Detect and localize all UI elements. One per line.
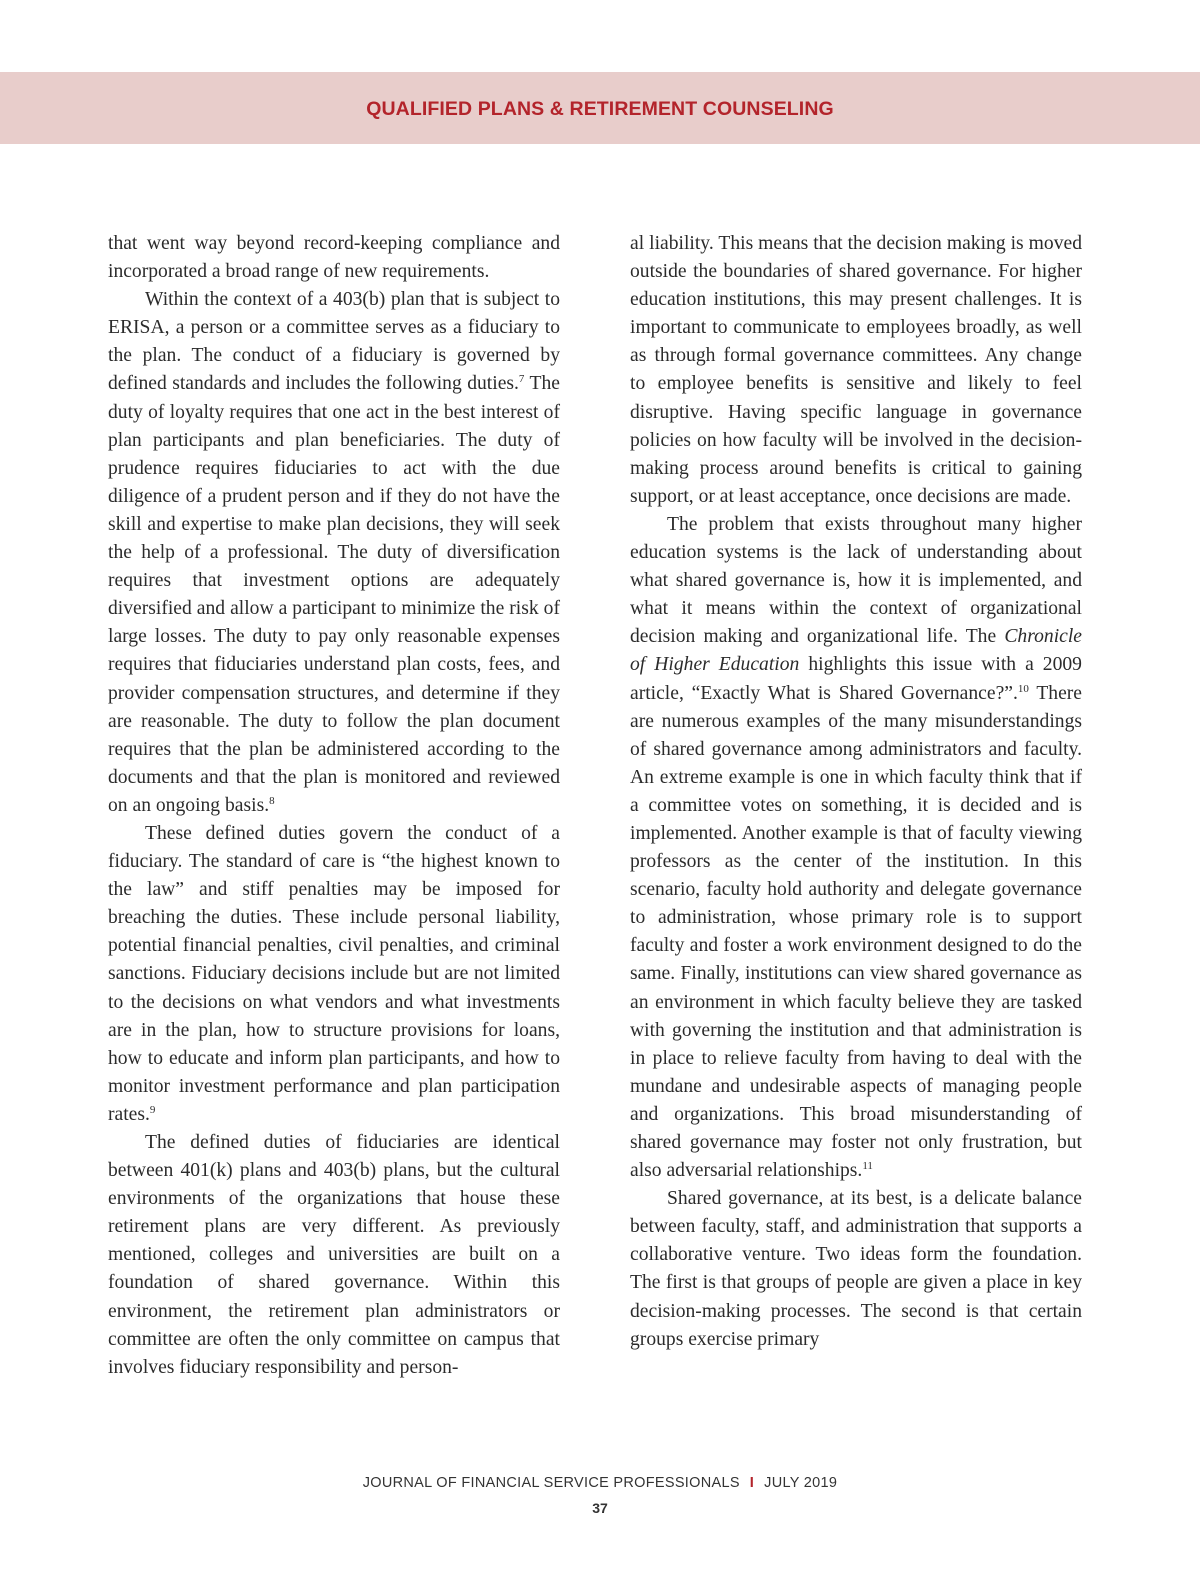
section-header-band: [0, 72, 1200, 144]
journal-name: JOURNAL OF FINANCIAL SERVICE PROFESSIONALS: [362, 1475, 740, 1491]
paragraph-text: The duty of loyalty requires that one act in the best interest of plan participants and plan beneficiaries. The duty of prudence requires fiduciaries to act with the due diligence of a prudent person and if they do not have the skill and expertise to make plan decisions, they will seek the help of a professional. The duty of diversification requires that investment options are adequately diversified and allow a participant to minimize the risk of large losses. The duty to pay only reasonable expenses requires that fiduciaries understand plan costs, fees, and provider compensation structures, and determine if they are reasonable. The duty to follow the plan document requires that the plan be administered according to the documents and that the plan is monitored and reviewed on an ongoing basis.: [108, 373, 560, 816]
footnote-marker: 9: [149, 1103, 156, 1116]
paragraph-text: al liability. This means that the decision making is moved outside the boundaries of shared governance. For higher education institutions, this may present challenges. It is important to communicate to employees broadly, as well as through formal governance committees. Any change to employee benefits is sensitive and likely to feel disruptive. Having specific language in governance policies on how faculty will be involved in the decision-making process around benefits is critical to gaining support, or at least acceptance, once decisions are made.: [630, 233, 1082, 507]
paragraph-text: Shared governance, at its best, is a delicate balance between faculty, staff, and administration that supports a collaborative venture. Two ideas form the foundation. The first is that groups of people are given a place in key decision-making processes. The second is that certain groups exercise primary: [630, 1188, 1082, 1350]
footer-separator: I: [749, 1475, 755, 1491]
journal-footer: [0, 1475, 1200, 1491]
section-title: QUALIFIED PLANS & RETIREMENT COUNSELING: [366, 97, 834, 120]
paragraph-text: that went way beyond record-keeping compliance and incorporated a broad range of new requirements.: [108, 233, 560, 283]
paragraph: [108, 286, 560, 820]
footnote-marker: 11: [862, 1160, 873, 1173]
footnote-marker: 7: [518, 373, 525, 386]
paragraph-text: Within the context of a 403(b) plan that is subject to ERISA, a person or a committee serves as a fiduciary to the plan. The conduct of a fiduciary is governed by defined standards and includes the following duties.: [108, 289, 560, 395]
footnote-marker: 8: [269, 794, 275, 807]
paragraph-text: The problem that exists throughout many higher education systems is the lack of understanding about what shared governance is, how it is implemented, and what it means within the context of organizational decision making and organizational life. The: [630, 513, 1082, 648]
paragraph-text: The defined duties of fiduciaries are identical between 401(k) plans and 403(b) plans, but the cultural environments of the organizations that house these retirement plans are very different. As previously mentioned, colleges and universities are built on a foundation of shared governance. Within this environment, the retirement plan administrators or committee are often the only committee on campus that involves fiduciary responsibility and person-: [108, 1132, 560, 1378]
page-number: 37: [592, 1500, 608, 1516]
left-column: [108, 230, 560, 1382]
paragraph: [108, 1129, 560, 1382]
issue-date: JULY 2019: [764, 1475, 838, 1491]
paragraph: [630, 1185, 1082, 1354]
right-column: [630, 230, 1082, 1354]
paragraph: [108, 230, 560, 286]
footnote-marker: 10: [1017, 682, 1029, 695]
paragraph: [108, 820, 560, 1129]
publication-title: Chronicle of Higher Education: [630, 626, 1082, 676]
paragraph-text: These defined duties govern the conduct of a fiduciary. The standard of care is “the highest known to the law” and stiff penalties may be imposed for breaching the duties. These include personal liability, potential financial penalties, civil penalties, and criminal sanctions. Fiduciary decisions include but are not limited to the decisions on what vendors and what investments are in the plan, how to structure provisions for loans, how to educate and inform plan participants, and how to monitor investment performance and plan participation rates.: [108, 822, 560, 1125]
paragraph: [630, 230, 1082, 511]
paragraph-text: There are numerous examples of the many misunderstandings of shared governance among administrators and faculty. An extreme example is one in which faculty think that if a committee votes on something, it is decided and is implemented. Another example is that of faculty viewing professors as the center of the institution. In this scenario, faculty hold authority and delegate governance to administration, whose primary role is to support faculty and foster a work environment designed to do the same. Finally, institutions can view shared governance as an environment in which faculty believe they are tasked with governing the institution and that administration is in place to relieve faculty from having to deal with the mundane and undesirable aspects of managing people and organizations. This broad misunderstanding of shared governance may foster not only frustration, but also adversarial relationships.: [630, 682, 1083, 1182]
paragraph-text: highlights this issue with a 2009 article, “Exactly What is Shared Governance?”.: [630, 654, 1082, 704]
paragraph: [630, 511, 1082, 1185]
